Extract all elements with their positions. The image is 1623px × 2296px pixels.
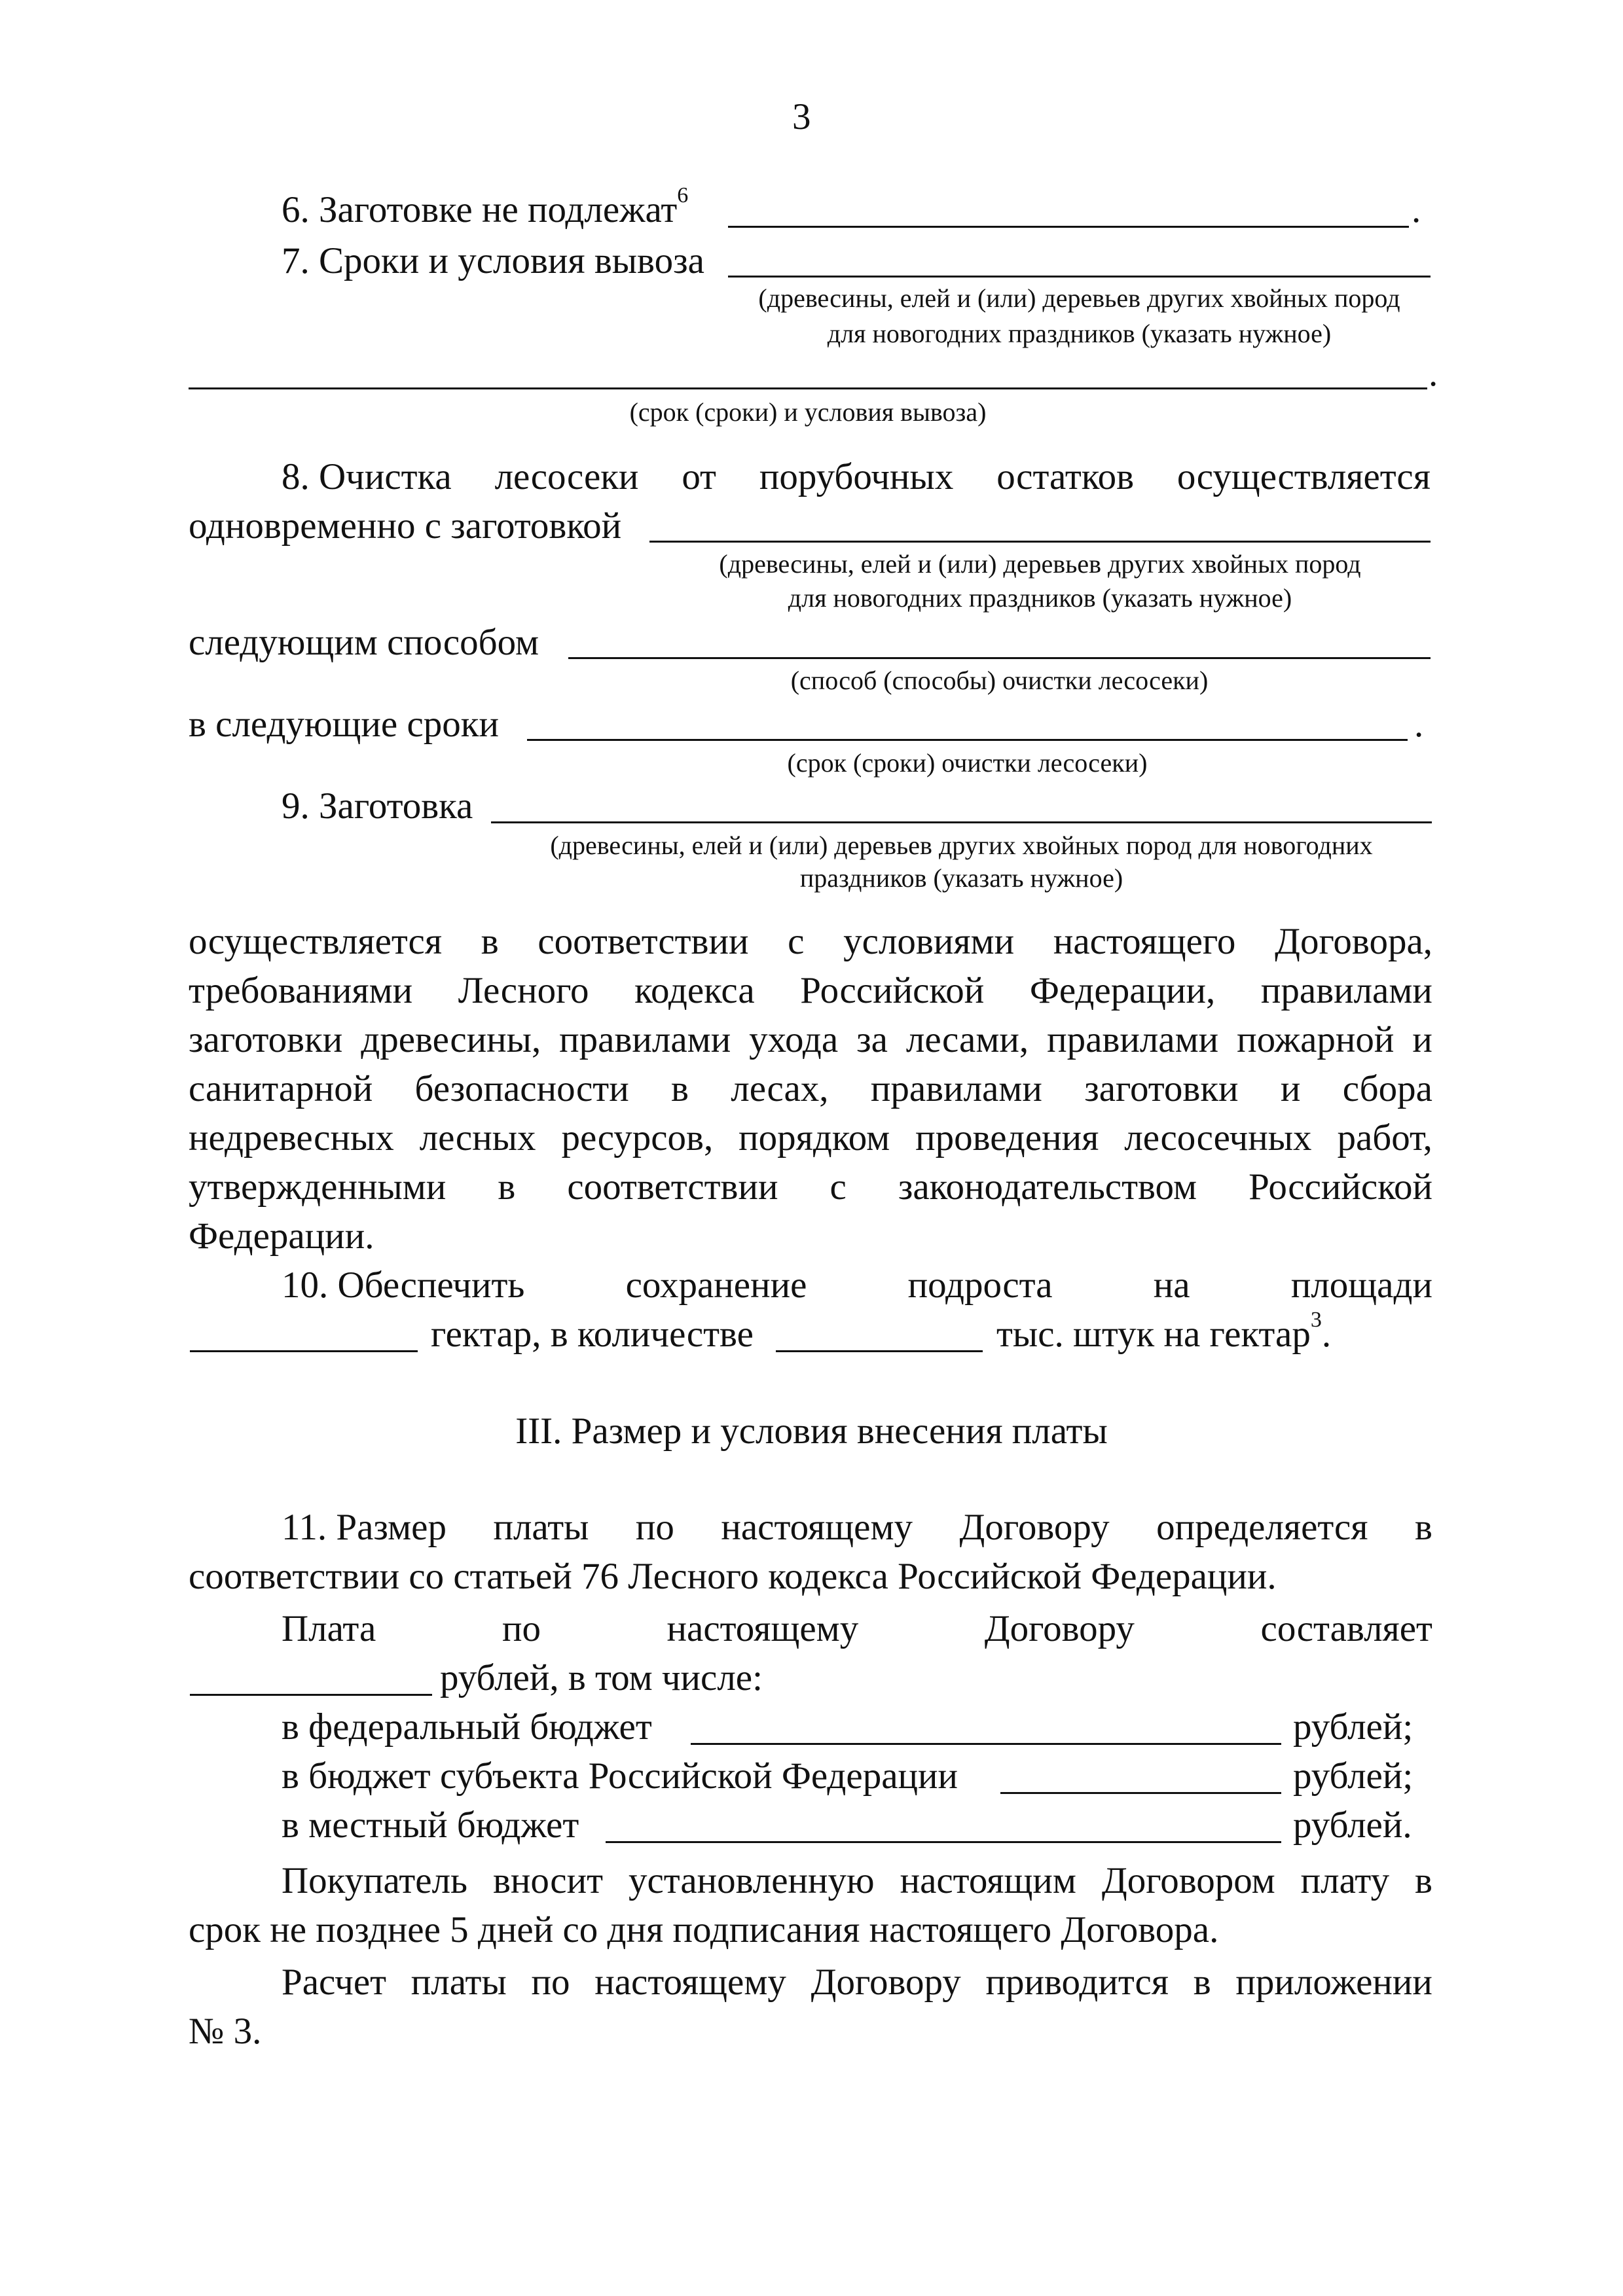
page-number: 3 [792, 96, 811, 137]
item9-text-line-3: заготовки древесины, правилами ухода за лесами, правилами пожарной и [189, 1019, 1432, 1060]
item9-fill-line[interactable] [491, 821, 1432, 823]
item9-text-line-6: утвержденными в соответствии с законодательством Российской [189, 1166, 1432, 1208]
item9-text-line-2: требованиями Лесного кодекса Российской Федерации, правилами [189, 970, 1432, 1011]
item7-hint-2: для новогодних праздников (указать нужное) [827, 319, 1332, 348]
subject-budget-line[interactable] [1000, 1792, 1281, 1794]
item10-part-2: тыс. штук на гектар$^3$. [996, 1308, 1332, 1355]
item6-fill-line[interactable] [728, 226, 1409, 228]
federal-budget-end: рублей; [1293, 1706, 1413, 1748]
item7-label: 7. Сроки и условия вывоза [282, 240, 704, 281]
item8-terms-label: в следующие сроки [189, 704, 499, 745]
calc-line-2: № 3. [189, 2011, 262, 2052]
section-title: III. Размер и условия внесения платы [515, 1410, 1108, 1452]
item10-quantity-line[interactable] [776, 1350, 983, 1352]
federal-budget-label: в федеральный бюджет [282, 1706, 652, 1748]
item10-line-1: 10. Обеспечить сохранение подроста на площади [282, 1265, 1432, 1306]
item7-end: . [1429, 353, 1438, 394]
item11-line-2: соответствии со статьей 76 Лесного кодекса Российской Федерации. [189, 1556, 1277, 1597]
item7-hint-1: (древесины, елей и (или) деревьев других хвойных пород [758, 283, 1400, 313]
item8-hint-2: для новогодних праздников (указать нужное) [788, 583, 1292, 613]
fee-amount-line[interactable] [190, 1694, 432, 1696]
item7-fill-line[interactable] [728, 276, 1431, 278]
item8-method-hint: (способ (способы) очистки лесосеки) [790, 666, 1209, 695]
item10-area-line[interactable] [190, 1350, 418, 1352]
payment-line-1: Покупатель вносит установленную настоящим Договором плату в [282, 1860, 1432, 1901]
item8-line-1: 8. Очистка лесосеки от порубочных остатков осуществляется [282, 456, 1431, 497]
item7-hint-3: (срок (сроки) и условия вывоза) [629, 397, 987, 427]
item8-line-2: одновременно с заготовкой [189, 505, 622, 547]
item8-terms-line[interactable] [527, 739, 1408, 741]
payment-line-2: срок не позднее 5 дней со дня подписания настоящего Договора. [189, 1909, 1219, 1950]
item6-end: . [1412, 189, 1421, 230]
calc-line-1: Расчет платы по настоящему Договору приводится в приложении [282, 1962, 1432, 2003]
fee-rub: рублей, в том числе: [440, 1657, 763, 1698]
item10-part-1: гектар, в количестве [431, 1314, 754, 1355]
item8-method-line[interactable] [568, 657, 1431, 659]
federal-budget-line[interactable] [691, 1743, 1281, 1745]
item8-terms-end: . [1414, 704, 1424, 745]
item9-text-line-1: осуществляется в соответствии с условиями настоящего Договора, [189, 921, 1432, 962]
subject-budget-label: в бюджет субъекта Российской Федерации [282, 1755, 958, 1797]
item9-label: 9. Заготовка [282, 785, 473, 827]
item9-hint-2: праздников (указать нужное) [799, 863, 1123, 893]
item9-text-last: Федерации. [189, 1215, 374, 1257]
item11-line-1: 11. Размер платы по настоящему Договору определяется в [282, 1507, 1432, 1548]
item8-hint-1: (древесины, елей и (или) деревьев других хвойных пород [719, 549, 1361, 579]
subject-budget-end: рублей; [1293, 1755, 1413, 1797]
item7-terms-line[interactable] [189, 387, 1427, 389]
item8-terms-hint: (срок (сроки) очистки лесосеки) [787, 748, 1148, 778]
footnote-ref: 6 [677, 183, 689, 207]
item9-text-line-4: санитарной безопасности в лесах, правилами заготовки и сбора [189, 1068, 1432, 1109]
local-budget-label: в местный бюджет [282, 1804, 579, 1846]
item8-fill-line[interactable] [649, 541, 1431, 543]
local-budget-end: рублей. [1293, 1804, 1412, 1846]
item6-label: 6. Заготовке не подлежат$^6$ [282, 183, 689, 230]
local-budget-line[interactable] [606, 1841, 1281, 1843]
item9-hint-1: (древесины, елей и (или) деревьев других хвойных пород для новогодних [550, 831, 1373, 860]
item8-method-label: следующим способом [189, 622, 539, 663]
footnote-ref: 3 [1310, 1308, 1322, 1332]
fee-line: Плата по настоящему Договору составляет [282, 1608, 1432, 1649]
item9-text-line-5: недревесных лесных ресурсов, порядком проведения лесосечных работ, [189, 1117, 1432, 1158]
